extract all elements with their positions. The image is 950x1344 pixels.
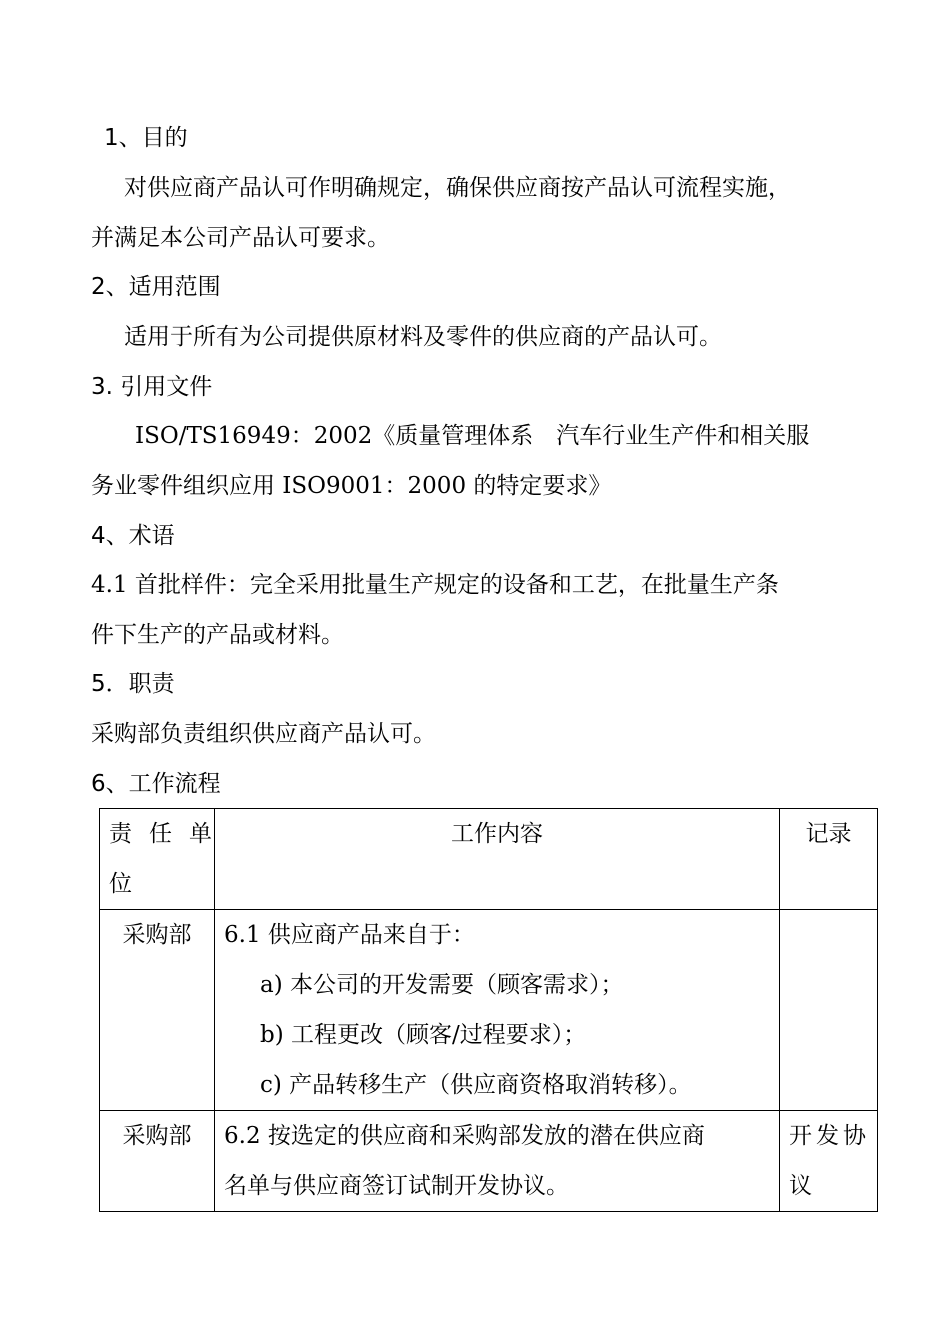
row-2-record-line-2: 议 — [789, 1173, 812, 1199]
table-row — [100, 1111, 878, 1212]
row-1-item-c: c) 产品转移生产（供应商资格取消转移）。 — [260, 1072, 692, 1098]
row-1-unit-cell: 采购部 — [100, 910, 215, 1111]
row-2-content-line-2: 名单与供应商签订试制开发协议。 — [224, 1173, 569, 1199]
section-3-text-line-2: 务业零件组织应用 ISO9001：2000 的特定要求》 — [91, 473, 612, 499]
section-5-heading: 5．职责 — [91, 671, 175, 697]
section-2-heading: 2、适用范围 — [91, 274, 221, 300]
header-unit-line-2: 位 — [109, 871, 132, 897]
header-unit-cell — [100, 809, 229, 910]
row-1-content-cell — [215, 910, 780, 1111]
section-4-text-line-1: 4.1 首批样件：完全采用批量生产规定的设备和工艺，在批量生产条 — [91, 572, 779, 598]
section-1-text-line-1: 对供应商产品认可作明确规定，确保供应商按产品认可流程实施， — [124, 175, 791, 201]
section-6-heading: 6、工作流程 — [91, 771, 221, 797]
header-content-cell: 工作内容 — [215, 809, 780, 910]
table-header-row — [100, 809, 878, 910]
row-1-content-title: 6.1 供应商产品来自于： — [224, 922, 475, 948]
row-2-record-line-1: 开发协 — [789, 1123, 870, 1149]
section-4-heading: 4、术语 — [91, 523, 175, 549]
row-2-unit-cell: 采购部 — [100, 1111, 215, 1212]
header-unit-line-1: 责任单 — [109, 821, 229, 847]
section-5-text-line-1: 采购部负责组织供应商产品认可。 — [91, 721, 436, 747]
section-3-text-line-1: ISO/TS16949：2002《质量管理体系 汽车行业生产件和相关服 — [135, 423, 810, 449]
section-4-text-line-2: 件下生产的产品或材料。 — [91, 622, 344, 648]
row-2-content-line-1: 6.2 按选定的供应商和采购部发放的潜在供应商 — [224, 1123, 705, 1149]
row-2-content-cell — [215, 1111, 780, 1212]
row-2-record-cell — [780, 1111, 878, 1212]
row-1-item-b: b) 工程更改（顾客/过程要求）； — [260, 1022, 587, 1048]
section-1-heading: 1、目的 — [104, 125, 188, 151]
workflow-table — [99, 808, 878, 1212]
header-record-cell: 记录 — [780, 809, 878, 910]
section-3-heading: 3. 引用文件 — [91, 374, 213, 400]
row-1-item-a: a) 本公司的开发需要（顾客需求）； — [260, 972, 624, 998]
section-2-text-line-1: 适用于所有为公司提供原材料及零件的供应商的产品认可。 — [124, 324, 722, 350]
section-1-text-line-2: 并满足本公司产品认可要求。 — [91, 225, 390, 251]
row-1-record-cell — [780, 910, 878, 1111]
table-row — [100, 910, 878, 1111]
